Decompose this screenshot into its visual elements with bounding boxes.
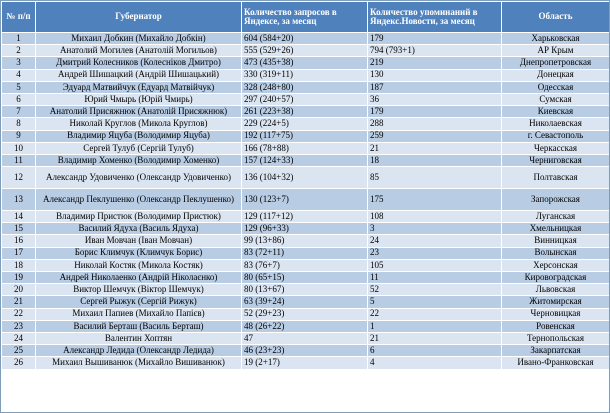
- mentions-count: 3: [368, 223, 502, 235]
- mentions-count: 6: [368, 345, 502, 357]
- queries-count: 166 (78+88): [242, 142, 368, 154]
- governor-name: Сергей Рыжук (Сергій Рижук): [36, 296, 242, 308]
- table-header-row: [2, 2, 610, 33]
- mentions-count: 22: [368, 308, 502, 320]
- table-row[interactable]: [2, 189, 610, 211]
- row-number: 10: [2, 142, 36, 154]
- table-row[interactable]: [2, 118, 610, 130]
- region-name: Донецкая: [502, 69, 610, 81]
- mentions-count: 85: [368, 167, 502, 189]
- region-name: Полтавская: [502, 167, 610, 189]
- queries-count: 157 (124+33): [242, 154, 368, 166]
- governor-name: Михаил Добкин (Михайло Добкін): [36, 33, 242, 45]
- governor-name: Владимир Яцуба (Володимир Яцуба): [36, 130, 242, 142]
- governor-name: Виктор Шемчук (Віктор Шемчук): [36, 284, 242, 296]
- table-row[interactable]: [2, 284, 610, 296]
- region-name: Винницкая: [502, 235, 610, 247]
- queries-count: 328 (248+80): [242, 81, 368, 93]
- region-name: Ивано-Франковская: [502, 357, 610, 369]
- region-name: Волынская: [502, 247, 610, 259]
- queries-count: 99 (13+86): [242, 235, 368, 247]
- region-name: Черкасская: [502, 142, 610, 154]
- table-row[interactable]: [2, 154, 610, 166]
- region-name: Львовская: [502, 284, 610, 296]
- governors-table: [1, 1, 610, 370]
- queries-count: 330 (319+11): [242, 69, 368, 81]
- region-name: Херсонская: [502, 259, 610, 271]
- table-row[interactable]: [2, 235, 610, 247]
- region-name: Харьковская: [502, 33, 610, 45]
- region-name: Хмельницкая: [502, 223, 610, 235]
- mentions-count: 179: [368, 106, 502, 118]
- region-name: Тернопольская: [502, 332, 610, 344]
- mentions-count: 288: [368, 118, 502, 130]
- row-number: 19: [2, 272, 36, 284]
- queries-count: 473 (435+38): [242, 57, 368, 69]
- table-row[interactable]: [2, 81, 610, 93]
- mentions-count: 4: [368, 357, 502, 369]
- table-row[interactable]: [2, 308, 610, 320]
- mentions-count: 21: [368, 332, 502, 344]
- governor-name: Николай Круглов (Микола Круглов): [36, 118, 242, 130]
- governor-name: Анатолий Присяжнюк (Анатолій Присяжнюк): [36, 106, 242, 118]
- queries-count: 604 (584+20): [242, 33, 368, 45]
- governor-name: Александр Удовиченко (Олександр Удовиченко): [36, 167, 242, 189]
- table-row[interactable]: [2, 106, 610, 118]
- table-row[interactable]: [2, 345, 610, 357]
- queries-count: 129 (117+12): [242, 211, 368, 223]
- queries-count: 19 (2+17): [242, 357, 368, 369]
- table-row[interactable]: [2, 247, 610, 259]
- mentions-count: 794 (793+1): [368, 45, 502, 57]
- header-num[interactable]: № п/п: [2, 2, 36, 33]
- queries-count: 297 (240+57): [242, 93, 368, 105]
- governor-name: Валентин Хоптян: [36, 332, 242, 344]
- mentions-count: 175: [368, 189, 502, 211]
- mentions-count: 108: [368, 211, 502, 223]
- queries-count: 83 (76+7): [242, 259, 368, 271]
- mentions-count: 187: [368, 81, 502, 93]
- table-row[interactable]: [2, 320, 610, 332]
- row-number: 2: [2, 45, 36, 57]
- row-number: 13: [2, 189, 36, 211]
- region-name: Луганская: [502, 211, 610, 223]
- mentions-count: 11: [368, 272, 502, 284]
- region-name: Черниговская: [502, 154, 610, 166]
- queries-count: 80 (65+15): [242, 272, 368, 284]
- header-region[interactable]: Область: [502, 2, 610, 33]
- mentions-count: 21: [368, 142, 502, 154]
- table-row[interactable]: [2, 332, 610, 344]
- governor-name: Владимир Хоменко (Володимир Хоменко): [36, 154, 242, 166]
- header-governor[interactable]: Губернатор: [36, 2, 242, 33]
- mentions-count: 219: [368, 57, 502, 69]
- table-row[interactable]: [2, 167, 610, 189]
- queries-count: 63 (39+24): [242, 296, 368, 308]
- queries-count: 80 (13+67): [242, 284, 368, 296]
- row-number: 1: [2, 33, 36, 45]
- region-name: Кировоградская: [502, 272, 610, 284]
- mentions-count: 36: [368, 93, 502, 105]
- row-number: 20: [2, 284, 36, 296]
- table-row[interactable]: [2, 93, 610, 105]
- table-row[interactable]: [2, 223, 610, 235]
- region-name: АР Крым: [502, 45, 610, 57]
- table-body: [2, 33, 610, 370]
- table-row[interactable]: [2, 357, 610, 369]
- region-name: г. Севастополь: [502, 130, 610, 142]
- governor-name: Сергей Тулуб (Сергій Тулуб): [36, 142, 242, 154]
- row-number: 4: [2, 69, 36, 81]
- row-number: 14: [2, 211, 36, 223]
- table-row[interactable]: [2, 45, 610, 57]
- governor-name: Михаил Папиев (Михайло Папієв): [36, 308, 242, 320]
- governor-name: Александр Пеклушенко (Олександр Пеклушенко): [36, 189, 242, 211]
- table-row[interactable]: [2, 296, 610, 308]
- governor-name: Иван Мовчан (Іван Мовчан): [36, 235, 242, 247]
- table-row[interactable]: [2, 211, 610, 223]
- governor-name: Александр Ледида (Олександр Ледида): [36, 345, 242, 357]
- region-name: Одесская: [502, 81, 610, 93]
- row-number: 9: [2, 130, 36, 142]
- queries-count: 130 (123+7): [242, 189, 368, 211]
- governor-name: Владимир Пристюк (Володимир Пристюк): [36, 211, 242, 223]
- table-row[interactable]: [2, 259, 610, 271]
- queries-count: 46 (23+23): [242, 345, 368, 357]
- region-name: Николаевская: [502, 118, 610, 130]
- row-number: 23: [2, 320, 36, 332]
- governor-name: Анатолий Могилев (Анатолій Могильов): [36, 45, 242, 57]
- governor-name: Василий Берташ (Василь Берташ): [36, 320, 242, 332]
- row-number: 11: [2, 154, 36, 166]
- mentions-count: 5: [368, 296, 502, 308]
- row-number: 17: [2, 247, 36, 259]
- row-number: 8: [2, 118, 36, 130]
- region-name: Днепропетровская: [502, 57, 610, 69]
- queries-count: 47: [242, 332, 368, 344]
- queries-count: 229 (224+5): [242, 118, 368, 130]
- header-queries[interactable]: Количество запросов в Яндексе, за месяц: [242, 2, 368, 33]
- row-number: 25: [2, 345, 36, 357]
- mentions-count: 259: [368, 130, 502, 142]
- queries-count: 48 (26+22): [242, 320, 368, 332]
- row-number: 21: [2, 296, 36, 308]
- row-number: 5: [2, 81, 36, 93]
- mentions-count: 18: [368, 154, 502, 166]
- queries-count: 555 (529+26): [242, 45, 368, 57]
- row-number: 22: [2, 308, 36, 320]
- queries-count: 136 (104+32): [242, 167, 368, 189]
- row-number: 7: [2, 106, 36, 118]
- region-name: Сумская: [502, 93, 610, 105]
- region-name: Закарпатская: [502, 345, 610, 357]
- table-row[interactable]: [2, 142, 610, 154]
- row-number: 16: [2, 235, 36, 247]
- mentions-count: 105: [368, 259, 502, 271]
- table-row[interactable]: [2, 130, 610, 142]
- governor-name: Михаил Вышиванюк (Михайло Вишиванюк): [36, 357, 242, 369]
- table-row[interactable]: [2, 33, 610, 45]
- region-name: Киевская: [502, 106, 610, 118]
- row-number: 18: [2, 259, 36, 271]
- table-row[interactable]: [2, 69, 610, 81]
- row-number: 15: [2, 223, 36, 235]
- row-number: 26: [2, 357, 36, 369]
- mentions-count: 179: [368, 33, 502, 45]
- queries-count: 129 (96+33): [242, 223, 368, 235]
- governor-name: Юрий Чмырь (Юрій Чмирь): [36, 93, 242, 105]
- governor-name: Борис Климчук (Климчук Борис): [36, 247, 242, 259]
- queries-count: 261 (223+38): [242, 106, 368, 118]
- row-number: 6: [2, 93, 36, 105]
- region-name: Житомирская: [502, 296, 610, 308]
- queries-count: 52 (29+23): [242, 308, 368, 320]
- header-mentions[interactable]: Количество упоминаний в Яндекс.Новости, за месяц: [368, 2, 502, 33]
- queries-count: 83 (72+11): [242, 247, 368, 259]
- region-name: Ровенская: [502, 320, 610, 332]
- region-name: Черновицкая: [502, 308, 610, 320]
- mentions-count: 130: [368, 69, 502, 81]
- mentions-count: 52: [368, 284, 502, 296]
- table-row[interactable]: [2, 272, 610, 284]
- governor-name: Андрей Николаенко (Андрій Ніколаєнко): [36, 272, 242, 284]
- table-row[interactable]: [2, 57, 610, 69]
- row-number: 24: [2, 332, 36, 344]
- row-number: 12: [2, 167, 36, 189]
- queries-count: 192 (117+75): [242, 130, 368, 142]
- mentions-count: 24: [368, 235, 502, 247]
- governor-name: Василий Ядуха (Василь Ядуха): [36, 223, 242, 235]
- governor-name: Дмитрий Колесников (Колесніков Дмитро): [36, 57, 242, 69]
- region-name: Запорожская: [502, 189, 610, 211]
- governor-name: Андрей Шишацкий (Андрій Шишацький): [36, 69, 242, 81]
- governor-name: Николай Костяк (Микола Костяк): [36, 259, 242, 271]
- mentions-count: 1: [368, 320, 502, 332]
- governor-name: Эдуард Матвийчук (Едуард Матвійчук): [36, 81, 242, 93]
- mentions-count: 23: [368, 247, 502, 259]
- row-number: 3: [2, 57, 36, 69]
